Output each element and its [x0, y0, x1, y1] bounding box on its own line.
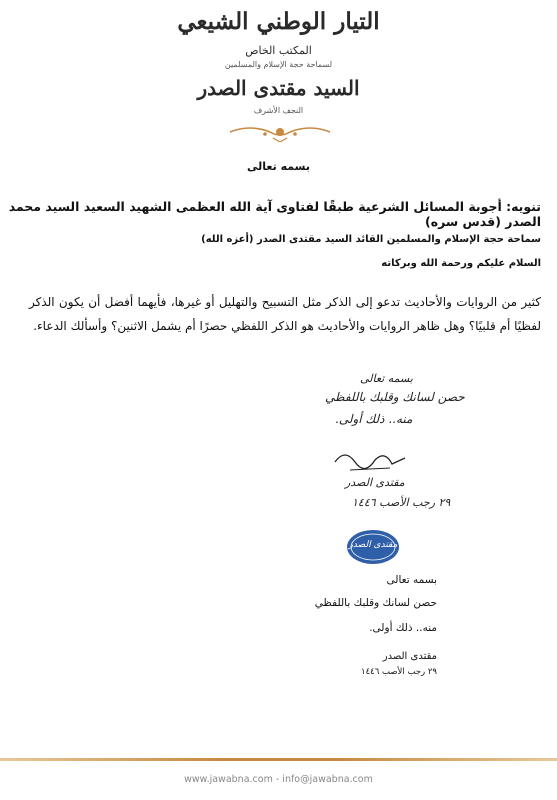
footer-contact: www.jawabna.com - info@jawabna.com: [184, 774, 373, 785]
handwritten-answer-line2: منه.. ذلك أولى.: [335, 412, 413, 426]
handwritten-signature-name: مقتدى الصدر: [345, 476, 405, 489]
reply-signature-name: مقتدى الصدر: [382, 651, 437, 662]
reply-answer-line2: منه.. ذلك أولى.: [369, 622, 437, 634]
footer-divider: [0, 758, 557, 761]
handwritten-answer-line1: حصن لسانك وقلبك باللفظي: [325, 390, 465, 404]
handwritten-basmala: بسمه تعالى: [360, 372, 413, 385]
letterhead-name: السيد مقتدى الصدر: [197, 76, 360, 100]
notice-title: تنويه: أجوبة المسائل الشرعية طبقًا لفتاوى آية الله العظمى الشهيد السعيد السيد محمد الصدر (قدس سره): [8, 199, 541, 229]
reply-answer-line1: حصن لسانك وقلبك باللفظي: [314, 597, 437, 609]
greeting-line: السلام عليكم ورحمة الله وبركاته: [381, 258, 541, 269]
letterhead-title: التيار الوطني الشيعي: [177, 8, 380, 35]
seal-text: مقتدى الصدر: [348, 540, 398, 550]
addressee-line: سماحة حجة الإسلام والمسلمين القائد السيد مقتدى الصدر (أعزه الله): [201, 234, 541, 245]
letterhead-city: النجف الأشرف: [253, 106, 304, 115]
signature-icon: [330, 440, 410, 480]
basmala-heading: بسمه تعالى: [247, 160, 310, 173]
handwritten-date: ٢٩ رجب الأصب ١٤٤٦: [352, 496, 451, 509]
question-paragraph: كثير من الروايات والأحاديث تدعو إلى الذكر مثل التسبيح والتهليل أو غيرها، فأيهما أفضل أن يكون الذكر لفظيًا أم قلبيًا؟ وهل ظاهر الروايات والأحاديث هو الذكر اللفظي حصرًا أم يشمل الاثنين؟ وأسألك الدعاء.: [29, 295, 541, 333]
ornament-divider-icon: [225, 122, 335, 142]
letterhead: [0, 0, 557, 150]
letterhead-office: المكتب الخاص: [245, 44, 312, 57]
letterhead-honorific: لسماحة حجة الإسلام والمسلمين: [224, 60, 333, 69]
reply-basmala: بسمه تعالى: [386, 574, 437, 586]
reply-date: ٢٩ رجب الأصب ١٤٤٦: [361, 667, 437, 677]
